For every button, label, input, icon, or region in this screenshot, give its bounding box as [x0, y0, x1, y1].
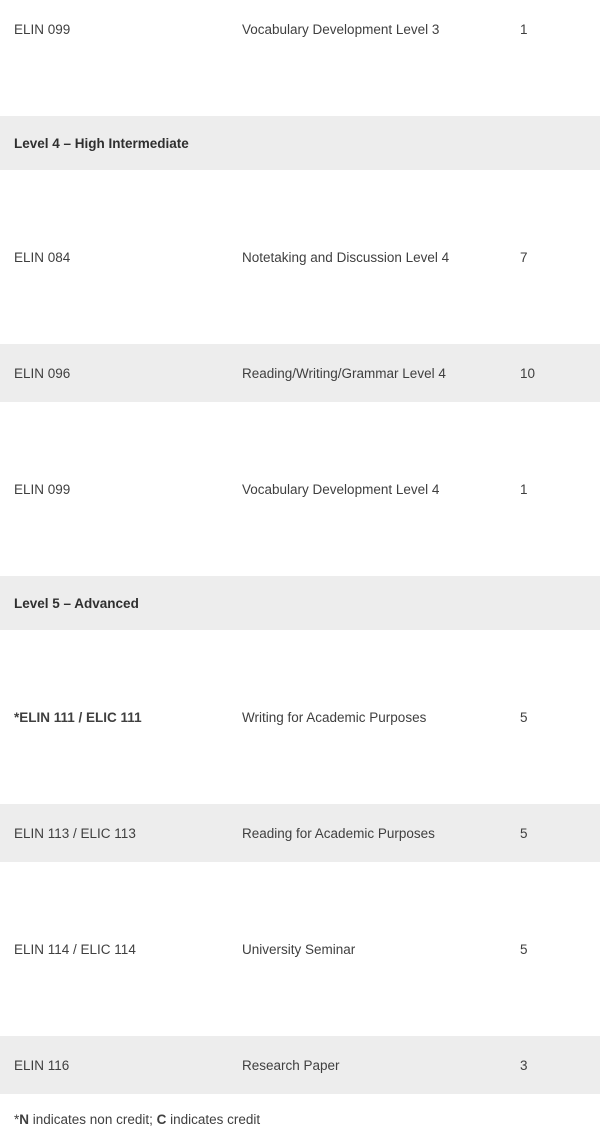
course-title: Vocabulary Development Level 4 — [242, 481, 440, 497]
footnote-bold-n: N — [19, 1112, 30, 1127]
course-title: University Seminar — [242, 941, 356, 957]
table-row — [0, 228, 600, 286]
course-code: ELIN 096 — [14, 365, 71, 381]
course-code: ELIN 099 — [14, 481, 71, 497]
table-row — [0, 1036, 600, 1094]
table-row — [0, 344, 600, 402]
course-code-text: *ELIN 111 / ELIC 111 — [14, 709, 142, 725]
table-row — [0, 460, 600, 518]
course-code: ELIN 113 / ELIC 113 — [14, 825, 136, 841]
table-row — [0, 0, 600, 58]
course-title: Notetaking and Discussion Level 4 — [242, 249, 450, 265]
row-divider — [0, 630, 600, 688]
row-divider — [0, 746, 600, 804]
course-credits: 5 — [520, 709, 528, 725]
table-row — [0, 688, 600, 746]
footnote-bold-c: C — [156, 1112, 167, 1127]
table-row — [0, 920, 600, 978]
course-credits: 1 — [520, 21, 528, 37]
course-code — [0, 688, 242, 746]
section-header-row — [0, 576, 600, 630]
course-credits: 1 — [520, 481, 528, 497]
footnote-asterisk: * — [14, 1112, 20, 1127]
footnote-text-end: indicates credit — [166, 1112, 261, 1127]
section-header-row — [0, 116, 600, 170]
course-credits: 10 — [520, 365, 536, 381]
row-divider — [0, 862, 600, 920]
course-title: Writing for Academic Purposes — [242, 709, 427, 725]
course-code: ELIN 099 — [14, 21, 71, 37]
row-divider — [0, 58, 600, 116]
table-row — [0, 804, 600, 862]
row-divider — [0, 978, 600, 1036]
course-title: Vocabulary Development Level 3 — [242, 21, 440, 37]
course-credits: 5 — [520, 941, 528, 957]
row-divider — [0, 286, 600, 344]
course-code: ELIN 084 — [14, 249, 71, 265]
table-footnote — [0, 1094, 600, 1127]
course-credits: 5 — [520, 825, 528, 841]
footnote-text-mid: indicates non credit; — [29, 1112, 157, 1127]
course-title: Reading/Writing/Grammar Level 4 — [242, 365, 446, 381]
course-credits: 7 — [520, 249, 528, 265]
row-divider — [0, 518, 600, 576]
course-credits: 3 — [520, 1057, 528, 1073]
row-divider — [0, 170, 600, 228]
course-code: ELIN 114 / ELIC 114 — [14, 941, 136, 957]
course-title: Research Paper — [242, 1057, 340, 1073]
row-divider — [0, 402, 600, 460]
section-header-label: Level 4 – High Intermediate — [14, 135, 189, 151]
course-title: Reading for Academic Purposes — [242, 825, 435, 841]
course-code: ELIN 116 — [14, 1057, 70, 1073]
section-header-label: Level 5 – Advanced — [14, 595, 139, 611]
